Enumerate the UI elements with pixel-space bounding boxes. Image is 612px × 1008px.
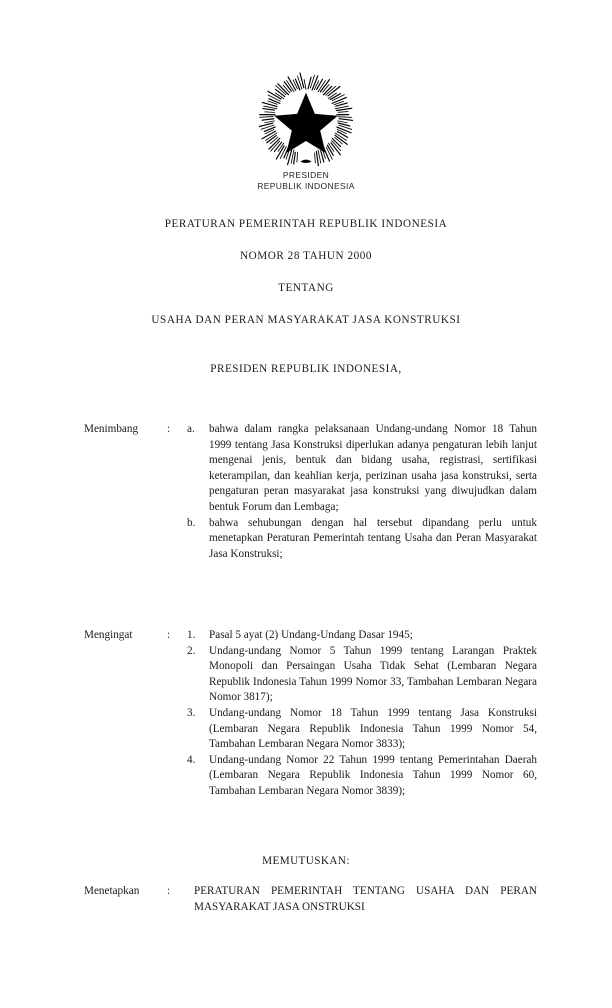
emblem-caption-line1: PRESIDEN xyxy=(282,170,330,180)
menimbang-items xyxy=(187,422,537,562)
mengingat-items xyxy=(187,628,537,800)
list-item xyxy=(187,422,537,516)
promulgator-heading: PRESIDEN REPUBLIK INDONESIA, xyxy=(210,363,402,375)
list-item-text: Undang-undang Nomor 5 Tahun 1999 tentang Larangan Praktek Monopoli dan Persaingan Usaha Tidak Sehat (Lembaran Negara Republik Indonesia Tahun 1999 Nomor 33, Tambahan Lembaran Negara Nomor 3817); xyxy=(209,644,537,704)
menetapkan-label: Menetapkan xyxy=(84,885,140,897)
list-item-marker: 3. xyxy=(187,706,196,719)
menetapkan-colon: : xyxy=(167,885,171,897)
mengingat-row xyxy=(84,628,537,800)
menimbang-row xyxy=(84,422,537,562)
mengingat-section xyxy=(84,628,537,800)
title-about-keyword: TENTANG xyxy=(278,282,334,294)
list-item-text: Undang-undang Nomor 18 Tahun 1999 tentang Jasa Konstruksi (Lembaran Negara Republik Indonesia Tahun 1999 Nomor 54, Tambahan Lembaran Negara Nomor 3833); xyxy=(209,706,537,751)
mengingat-label: Mengingat xyxy=(84,629,133,641)
list-item-marker: b. xyxy=(187,516,196,529)
mengingat-colon: : xyxy=(167,629,171,641)
decision-heading: MEMUTUSKAN: xyxy=(262,855,350,867)
indonesia-presidential-seal-icon xyxy=(259,72,353,166)
menetapkan-row xyxy=(84,884,537,915)
menimbang-section xyxy=(84,422,537,562)
list-item xyxy=(187,628,537,644)
list-item-marker: 4. xyxy=(187,753,196,766)
emblem-caption xyxy=(0,170,612,192)
list-item-marker: 1. xyxy=(187,629,196,641)
list-item xyxy=(187,644,537,706)
title-subject: USAHA DAN PERAN MASYARAKAT JASA KONSTRUKSI xyxy=(151,314,461,326)
list-item xyxy=(187,753,537,800)
list-item-marker: a. xyxy=(187,423,195,435)
menimbang-label: Menimbang xyxy=(84,423,139,435)
list-item xyxy=(187,706,537,753)
menetapkan-section xyxy=(84,884,537,915)
list-item-text: Pasal 5 ayat (2) Undang-Undang Dasar 1945; xyxy=(209,629,413,641)
emblem-caption-line2: REPUBLIK INDONESIA xyxy=(257,181,355,191)
list-item-text: bahwa sehubungan dengan hal tersebut dipandang perlu untuk menetapkan Peraturan Pemerintah tentang Usaha dan Peran Masyarakat Jasa Konstruksi; xyxy=(209,516,537,560)
menimbang-colon: : xyxy=(167,423,171,435)
title-regulation-type: PERATURAN PEMERINTAH REPUBLIK INDONESIA xyxy=(164,218,448,230)
list-item-marker: 2. xyxy=(187,644,196,657)
list-item-text: bahwa dalam rangka pelaksanaan Undang-undang Nomor 18 Tahun 1999 tentang Jasa Konstruksi diperlukan adanya pengaturan lebih lanjut mengenai jenis, bentuk dan bidang usaha, registrasi, sertifikasi keterampilan, dan keahlian kerja, perizinan usaha jasa konstruksi, serta pengaturan peran masyarakat jasa konstruksi yang diwujudkan dalam bentuk Forum dan Lembaga; xyxy=(209,423,537,513)
document-title-block xyxy=(0,218,612,326)
list-item xyxy=(187,516,537,563)
title-number-year: NOMOR 28 TAHUN 2000 xyxy=(239,250,373,262)
menetapkan-text: PERATURAN PEMERINTAH TENTANG USAHA DAN PERAN MASYARAKAT JASA ONSTRUKSI xyxy=(194,885,537,913)
list-item-text: Undang-undang Nomor 22 Tahun 1999 tentang Pemerintahan Daerah (Lembaran Negara Republik Indonesia Tahun 1999 Nomor 60, Tambahan Lembaran Negara Nomor 3839); xyxy=(209,753,537,797)
masthead xyxy=(0,72,612,192)
